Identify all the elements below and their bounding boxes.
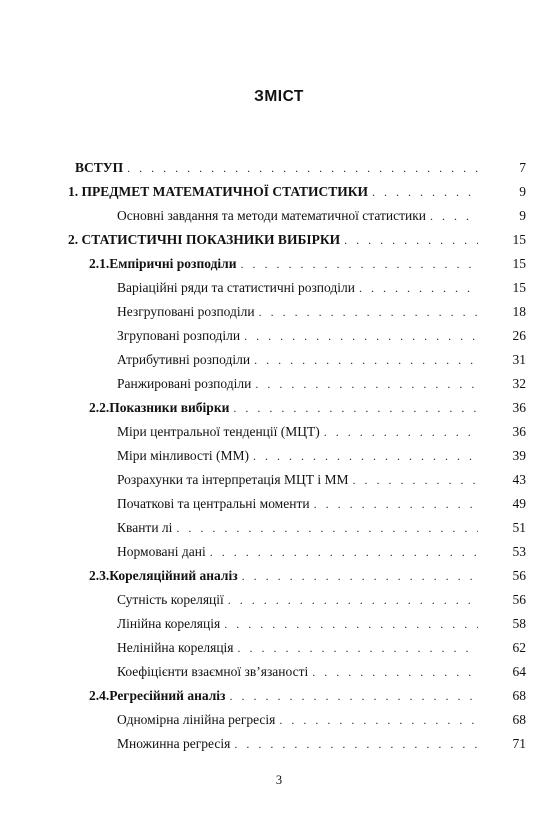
toc-entry-page: 56	[512, 568, 526, 583]
toc-entry-page: 31	[512, 352, 526, 367]
toc-entry	[89, 565, 526, 587]
page-title: ЗМІСТ	[254, 88, 304, 105]
toc-entry-label: Згруповані розподіли	[117, 328, 241, 343]
toc-entry-page: 26	[512, 328, 526, 343]
toc-entry-page: 68	[512, 712, 526, 727]
toc-entry	[89, 397, 526, 419]
toc-entry-label: Незгруповані розподіли	[117, 304, 255, 319]
toc-entry-page: 43	[512, 472, 526, 487]
toc-entry-page: 71	[512, 736, 526, 751]
toc-leader-dots	[353, 469, 478, 491]
toc-entry	[117, 325, 526, 347]
toc-entry	[89, 253, 526, 275]
toc-entry-page: 49	[512, 496, 526, 511]
toc-entry-label: Основні завдання та методи математичної статистики	[117, 208, 427, 223]
toc-leader-dots	[234, 733, 478, 755]
toc-leader-dots	[244, 325, 478, 347]
toc-leader-dots	[344, 229, 478, 251]
toc-leader-dots	[224, 613, 478, 635]
toc-entry-label: Атрибутивні розподіли	[117, 352, 251, 367]
toc-leader-dots	[228, 589, 478, 611]
toc-leader-dots	[238, 637, 478, 659]
toc-entry-page: 32	[512, 376, 526, 391]
toc-leader-dots	[324, 421, 478, 443]
toc-entry-label: 2. СТАТИСТИЧНІ ПОКАЗНИКИ ВИБІРКИ	[68, 232, 341, 247]
toc-entry-label: Нелінійна кореляція	[117, 640, 234, 655]
toc-entry-label: ВСТУП	[75, 160, 124, 175]
toc-entry-page: 51	[512, 520, 526, 535]
toc-entry-page: 9	[519, 208, 526, 223]
toc-leader-dots	[242, 565, 478, 587]
toc-leader-dots	[314, 493, 478, 515]
toc-entry-page: 62	[512, 640, 526, 655]
toc-entry-page: 64	[512, 664, 526, 679]
toc-entry	[117, 493, 526, 515]
toc-entry-page: 39	[512, 448, 526, 463]
toc-entry	[117, 733, 526, 755]
toc-entry	[117, 373, 526, 395]
toc-entry-label: Нормовані дані	[117, 544, 206, 559]
toc-entry-label: 2.4.Регресійний аналіз	[89, 688, 226, 703]
toc-leader-dots	[229, 685, 478, 707]
toc-entry-page: 18	[512, 304, 526, 319]
toc-entry	[117, 541, 526, 563]
toc-leader-dots	[233, 397, 478, 419]
toc-entry-label: Сутність кореляції	[117, 592, 224, 607]
toc-entry-label: Варіаційні ряди та статистичні розподіли	[117, 280, 355, 295]
toc-entry-label: Коефіцієнти взаємної зв’язаності	[117, 664, 309, 679]
toc-leader-dots	[255, 373, 478, 395]
toc-entry-label: 1. ПРЕДМЕТ МАТЕМАТИЧНОЇ СТАТИСТИКИ	[68, 184, 369, 199]
toc-leader-dots	[127, 157, 478, 179]
toc-entry	[117, 613, 526, 635]
toc-entry-label: Лінійна кореляція	[117, 616, 221, 631]
toc-entry	[117, 709, 526, 731]
toc-entry-page: 7	[519, 160, 526, 175]
toc-leader-dots	[259, 301, 478, 323]
page-number: 3	[275, 773, 283, 787]
toc-entry-page: 15	[512, 256, 526, 271]
toc-entry	[117, 349, 526, 371]
toc-entry	[117, 637, 526, 659]
toc-entry	[117, 517, 526, 539]
toc-entry-label: Одномірна лінійна регресія	[117, 712, 276, 727]
toc-entry-page: 56	[512, 592, 526, 607]
toc-entry-page: 9	[519, 184, 526, 199]
toc-entry-page: 53	[512, 544, 526, 559]
toc-entry	[68, 181, 526, 203]
toc-leader-dots	[312, 661, 478, 683]
toc-entry-label: Розрахунки та інтерпретація МЦТ і ММ	[117, 472, 349, 487]
toc-leader-dots	[372, 181, 478, 203]
toc-entry	[117, 301, 526, 323]
toc-entry	[117, 589, 526, 611]
toc-entry-label: Кванти лі	[117, 520, 173, 535]
toc-entry-label: Міри мінливості (ММ)	[117, 448, 249, 463]
toc-entry-page: 36	[512, 424, 526, 439]
toc-entry-page: 68	[512, 688, 526, 703]
toc-entry	[117, 421, 526, 443]
toc-entry	[89, 685, 526, 707]
toc-leader-dots	[253, 445, 478, 467]
toc-leader-dots	[359, 277, 478, 299]
toc-entry	[75, 157, 526, 179]
toc-entry	[117, 661, 526, 683]
toc-entry-label: Ранжировані розподіли	[117, 376, 252, 391]
toc-leader-dots	[254, 349, 478, 371]
toc-leader-dots	[430, 205, 478, 227]
toc-leader-dots	[241, 253, 478, 275]
toc-entry-label: 2.1.Емпіричні розподіли	[89, 256, 237, 271]
toc-entry	[117, 469, 526, 491]
toc-entry-page: 15	[512, 232, 526, 247]
toc-entry-page: 15	[512, 280, 526, 295]
toc-entry-label: Міри центральної тенденції (МЦТ)	[117, 424, 320, 439]
toc-entry-label: Множинна регресія	[117, 736, 231, 751]
toc-entry-label: Початкові та центральні моменти	[117, 496, 310, 511]
toc-entry-label: 2.3.Кореляційний аналіз	[89, 568, 238, 583]
toc-entry	[117, 445, 526, 467]
toc-entry	[68, 229, 526, 251]
toc-leader-dots	[210, 541, 478, 563]
toc-leader-dots	[279, 709, 478, 731]
toc-entry-page: 58	[512, 616, 526, 631]
toc-entry	[117, 205, 526, 227]
toc-entry	[117, 277, 526, 299]
toc-entry-label: 2.2.Показники вибірки	[89, 400, 230, 415]
toc-leader-dots	[176, 517, 478, 539]
toc-entry-page: 36	[512, 400, 526, 415]
